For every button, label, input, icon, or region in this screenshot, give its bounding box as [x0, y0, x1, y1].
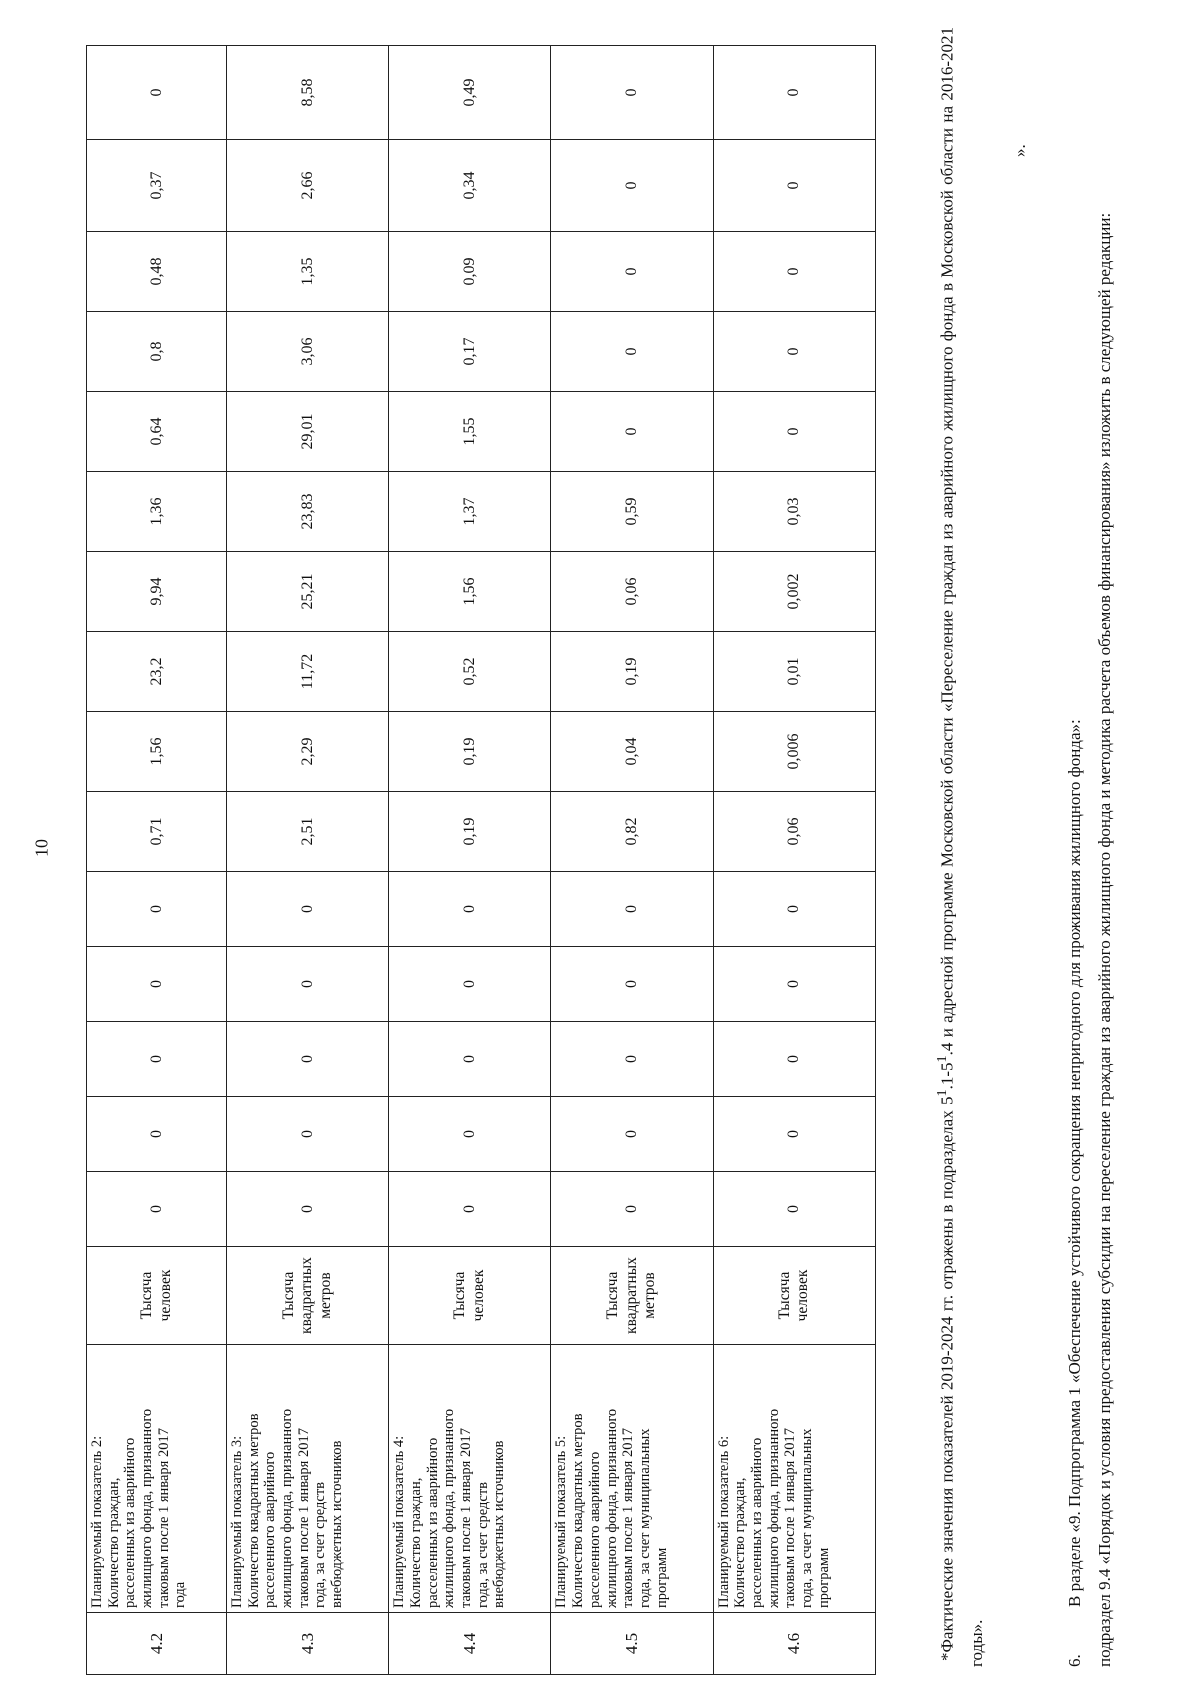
- unit-of-measure: [389, 1247, 551, 1345]
- value-cell: 0,006: [713, 712, 875, 792]
- value-cell: 0,17: [389, 312, 551, 392]
- value-cell: 1,35: [227, 232, 389, 312]
- description-line: расселенных из аварийного: [122, 1437, 139, 1608]
- description-line: года: [172, 1581, 189, 1608]
- value-cell: 0: [713, 140, 875, 232]
- value-cell: 0: [87, 46, 227, 140]
- table-row: [713, 46, 875, 1675]
- footnote-superscript-2: 1: [934, 1055, 950, 1063]
- value-cell: 0,8: [87, 312, 227, 392]
- value-cell: 0: [551, 312, 713, 392]
- footnote-superscript-1: 1: [934, 1089, 950, 1097]
- section-6-number: 6.: [1065, 1654, 1084, 1667]
- value-cell: 0: [227, 1172, 389, 1247]
- value-cell: 1,56: [389, 552, 551, 632]
- description-line: расселенного аварийного: [262, 1451, 279, 1608]
- table-body: [87, 46, 876, 1675]
- value-cell: 3,06: [227, 312, 389, 392]
- footnote-text-start: *Фактические значения показателей 2019-2024 гг. отражены в подразделах 5: [937, 1096, 957, 1661]
- value-cell: 0,64: [87, 392, 227, 472]
- value-cell: 1,36: [87, 472, 227, 552]
- footnote-text-mid: .1-5: [937, 1062, 957, 1090]
- value-cell: 0,002: [713, 552, 875, 632]
- description-line: расселенных из аварийного: [749, 1437, 766, 1608]
- value-cell: 0,34: [389, 140, 551, 232]
- row-number: 4.4: [389, 1613, 551, 1675]
- section-6-first-line: [1060, 27, 1090, 1667]
- description-line: жилищного фонда, признанного: [441, 1408, 458, 1608]
- value-cell: 0,49: [389, 46, 551, 140]
- description-line: расселенного аварийного: [586, 1451, 603, 1608]
- description-line: жилищного фонда, признанного: [765, 1408, 782, 1608]
- value-cell: 0,19: [389, 792, 551, 872]
- indicators-table: [86, 45, 876, 1675]
- indicator-description: [389, 1345, 551, 1613]
- section-6-paragraph: [1060, 27, 1120, 1667]
- value-cell: 0,19: [389, 712, 551, 792]
- value-cell: 1,37: [389, 472, 551, 552]
- value-cell: 0: [389, 872, 551, 947]
- value-cell: 0: [227, 872, 389, 947]
- description-line: Количество граждан,: [407, 1477, 424, 1608]
- unit-line: квадратных: [298, 1257, 316, 1334]
- value-cell: 0,59: [551, 472, 713, 552]
- description-line: года, за счет муниципальных: [636, 1428, 653, 1608]
- table-row: [227, 46, 389, 1675]
- row-number: 4.5: [551, 1613, 713, 1675]
- value-cell: 0: [713, 1097, 875, 1172]
- description-line: года, за счет муниципальных: [799, 1428, 816, 1608]
- description-line: программ: [653, 1547, 670, 1608]
- value-cell: 0: [227, 947, 389, 1022]
- value-cell: 0: [713, 1022, 875, 1097]
- value-cell: 1,55: [389, 392, 551, 472]
- value-cell: 0: [389, 947, 551, 1022]
- row-number: 4.2: [87, 1613, 227, 1675]
- unit-of-measure: [227, 1247, 389, 1345]
- value-cell: 0: [713, 312, 875, 392]
- value-cell: 0: [713, 1172, 875, 1247]
- unit-line: Тысяча: [137, 1271, 155, 1320]
- description-line: жилищного фонда, признанного: [279, 1408, 296, 1608]
- unit-of-measure: [87, 1247, 227, 1345]
- description-line: таковым после 1 января 2017: [457, 1428, 474, 1608]
- unit-line: Тысяча: [604, 1271, 622, 1320]
- value-cell: 0: [713, 232, 875, 312]
- value-cell: 8,58: [227, 46, 389, 140]
- description-line: таковым после 1 января 2017: [620, 1428, 637, 1608]
- section-6-line-2: подраздел 9.4 «Порядок и условия предоставления субсидии на переселение граждан из аварийного жилищного фонда и методика расчета объемов финансирования» изложить в следующей редакции:: [1094, 212, 1114, 1667]
- description-line: таковым после 1 января 2017: [782, 1428, 799, 1608]
- unit-of-measure: [713, 1247, 875, 1345]
- value-cell: 0,71: [87, 792, 227, 872]
- indicator-description: [551, 1345, 713, 1613]
- description-line: Планируемый показатель 5:: [553, 1435, 570, 1608]
- value-cell: 0: [713, 872, 875, 947]
- description-line: Планируемый показатель 6:: [715, 1435, 732, 1608]
- unit-line: метров: [316, 1272, 334, 1319]
- value-cell: 0: [227, 1097, 389, 1172]
- value-cell: 0: [87, 1097, 227, 1172]
- unit-of-measure: [551, 1247, 713, 1345]
- description-line: года, за счет средств: [312, 1481, 329, 1608]
- unit-line: Тысяча: [279, 1271, 297, 1320]
- value-cell: 0: [713, 46, 875, 140]
- value-cell: 1,56: [87, 712, 227, 792]
- table-row: [389, 46, 551, 1675]
- unit-line: человек: [469, 1269, 487, 1322]
- description-line: жилищного фонда, признанного: [139, 1408, 156, 1608]
- description-line: года, за счет средств: [474, 1481, 491, 1608]
- value-cell: 0: [551, 140, 713, 232]
- row-number: 4.6: [713, 1613, 875, 1675]
- value-cell: 0: [87, 1172, 227, 1247]
- value-cell: 2,51: [227, 792, 389, 872]
- value-cell: 2,66: [227, 140, 389, 232]
- unit-line: метров: [641, 1272, 659, 1319]
- description-line: Планируемый показатель 3:: [229, 1435, 246, 1608]
- value-cell: 0,04: [551, 712, 713, 792]
- value-cell: 0: [551, 947, 713, 1022]
- value-cell: 0,09: [389, 232, 551, 312]
- closing-quote: ».: [1010, 144, 1029, 157]
- value-cell: 0,01: [713, 632, 875, 712]
- indicator-description: [227, 1345, 389, 1613]
- value-cell: 9,94: [87, 552, 227, 632]
- description-line: Количество квадратных метров: [570, 1413, 587, 1608]
- value-cell: 0: [87, 872, 227, 947]
- value-cell: 0,06: [551, 552, 713, 632]
- value-cell: 0: [389, 1022, 551, 1097]
- value-cell: 0,06: [713, 792, 875, 872]
- table-row: [551, 46, 713, 1675]
- value-cell: 0: [87, 947, 227, 1022]
- unit-line: Тысяча: [775, 1271, 793, 1320]
- unit-line: человек: [794, 1269, 812, 1322]
- description-line: жилищного фонда, признанного: [603, 1408, 620, 1608]
- indicator-description: [87, 1345, 227, 1613]
- unit-line: Тысяча: [451, 1271, 469, 1320]
- value-cell: 23,83: [227, 472, 389, 552]
- footnote-text-end: .4 и адресной программе Московской области «Переселение граждан из аварийного жилищного фонда в Московской области на 2016-2021 годы».: [937, 27, 987, 1667]
- value-cell: 0,03: [713, 472, 875, 552]
- description-line: Количество граждан,: [105, 1477, 122, 1608]
- description-line: таковым после 1 января 2017: [295, 1428, 312, 1608]
- value-cell: 0: [389, 1097, 551, 1172]
- unit-line: квадратных: [622, 1257, 640, 1334]
- description-line: Количество граждан,: [732, 1477, 749, 1608]
- description-line: внебюджетных источников: [491, 1440, 508, 1608]
- value-cell: 0: [87, 1022, 227, 1097]
- value-cell: 0: [389, 1172, 551, 1247]
- description-line: Планируемый показатель 2:: [89, 1435, 105, 1608]
- value-cell: 0: [713, 947, 875, 1022]
- value-cell: 2,29: [227, 712, 389, 792]
- row-number: 4.3: [227, 1613, 389, 1675]
- section-6-line-1: В разделе «9. Подпрограмма 1 «Обеспечение устойчивого сокращения непригодного для проживания жилищного фонда»:: [1065, 719, 1084, 1607]
- value-cell: 0: [551, 872, 713, 947]
- value-cell: 0: [551, 1022, 713, 1097]
- value-cell: 23,2: [87, 632, 227, 712]
- value-cell: 0: [551, 232, 713, 312]
- description-line: Планируемый показатель 4:: [391, 1435, 408, 1608]
- value-cell: 0: [551, 1097, 713, 1172]
- description-line: Количество квадратных метров: [245, 1413, 262, 1608]
- table-row: [87, 46, 227, 1675]
- value-cell: 0,48: [87, 232, 227, 312]
- value-cell: 0: [551, 392, 713, 472]
- value-cell: 0,19: [551, 632, 713, 712]
- description-line: таковым после 1 января 2017: [155, 1428, 172, 1608]
- value-cell: 0,37: [87, 140, 227, 232]
- footnote-paragraph: [930, 27, 992, 1667]
- indicator-description: [713, 1345, 875, 1613]
- description-line: расселенных из аварийного: [424, 1437, 441, 1608]
- value-cell: 0,52: [389, 632, 551, 712]
- value-cell: 0: [551, 46, 713, 140]
- value-cell: 0: [227, 1022, 389, 1097]
- value-cell: 29,01: [227, 392, 389, 472]
- description-line: программ: [815, 1547, 832, 1608]
- description-line: внебюджетных источников: [329, 1440, 346, 1608]
- value-cell: 0,82: [551, 792, 713, 872]
- value-cell: 0: [713, 392, 875, 472]
- unit-line: человек: [156, 1269, 174, 1322]
- value-cell: 11,72: [227, 632, 389, 712]
- page-number: 10: [31, 839, 52, 857]
- value-cell: 0: [551, 1172, 713, 1247]
- value-cell: 25,21: [227, 552, 389, 632]
